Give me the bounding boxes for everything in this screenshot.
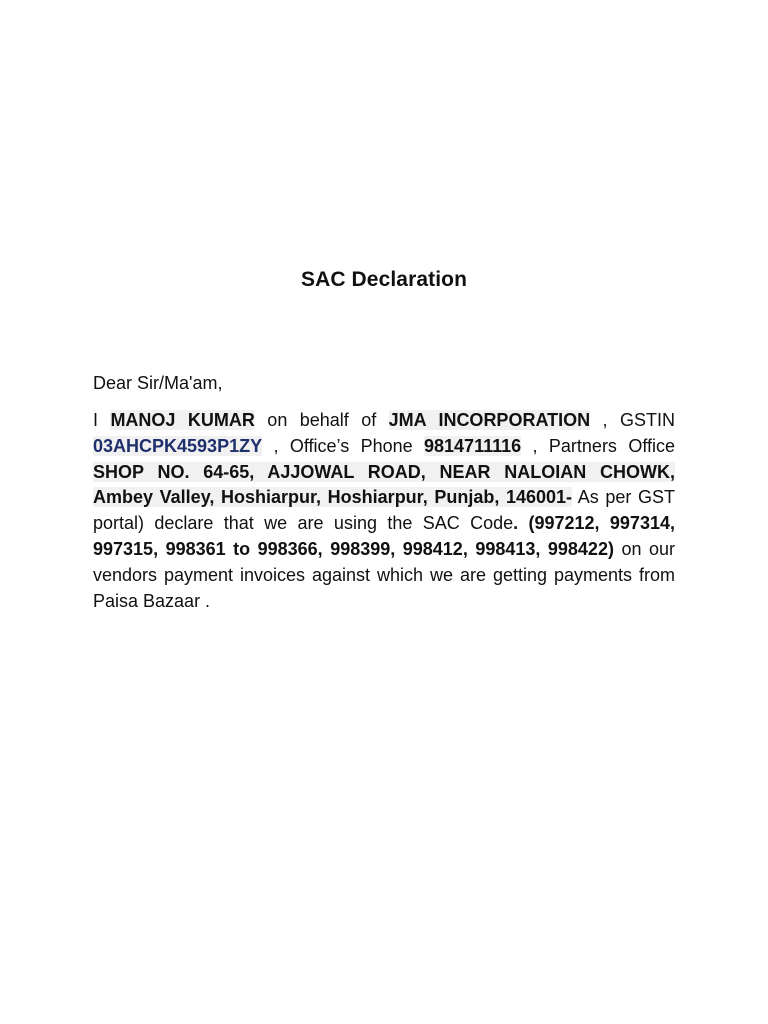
text-run: on our vendors payment invoices against which we are getting payments from Paisa Bazaar . (93, 538, 675, 611)
declaration-paragraph (93, 408, 675, 614)
document-title: SAC Declaration (300, 268, 468, 291)
office-phone: 9814711116 (424, 435, 522, 456)
text-run: , Office’s Phone (262, 435, 425, 456)
gstin-number: 03AHCPK4593P1ZY (93, 435, 263, 456)
text-run: I (93, 410, 111, 430)
text-run: , Partners Office (521, 435, 675, 456)
text-run: on behalf of (254, 410, 389, 430)
text-run: , GSTIN (590, 410, 675, 430)
sac-codes: . (997212, 997314, 997315, 998361 to 998366, 998399, 998412, 998413, 998422) (93, 513, 675, 559)
company-name: JMA INCORPORATION (388, 410, 591, 430)
office-address: SHOP NO. 64-65, AJJOWAL ROAD, NEAR NALOIAN CHOWK, Ambey Valley, Hoshiarpur, Hoshiarpur, Punjab, 146001- (93, 461, 675, 508)
declarant-name: MANOJ KUMAR (110, 410, 255, 430)
salutation: Dear Sir/Ma'am, (93, 373, 223, 393)
text-run: As per GST portal) declare that we are using the SAC Code (93, 487, 675, 534)
